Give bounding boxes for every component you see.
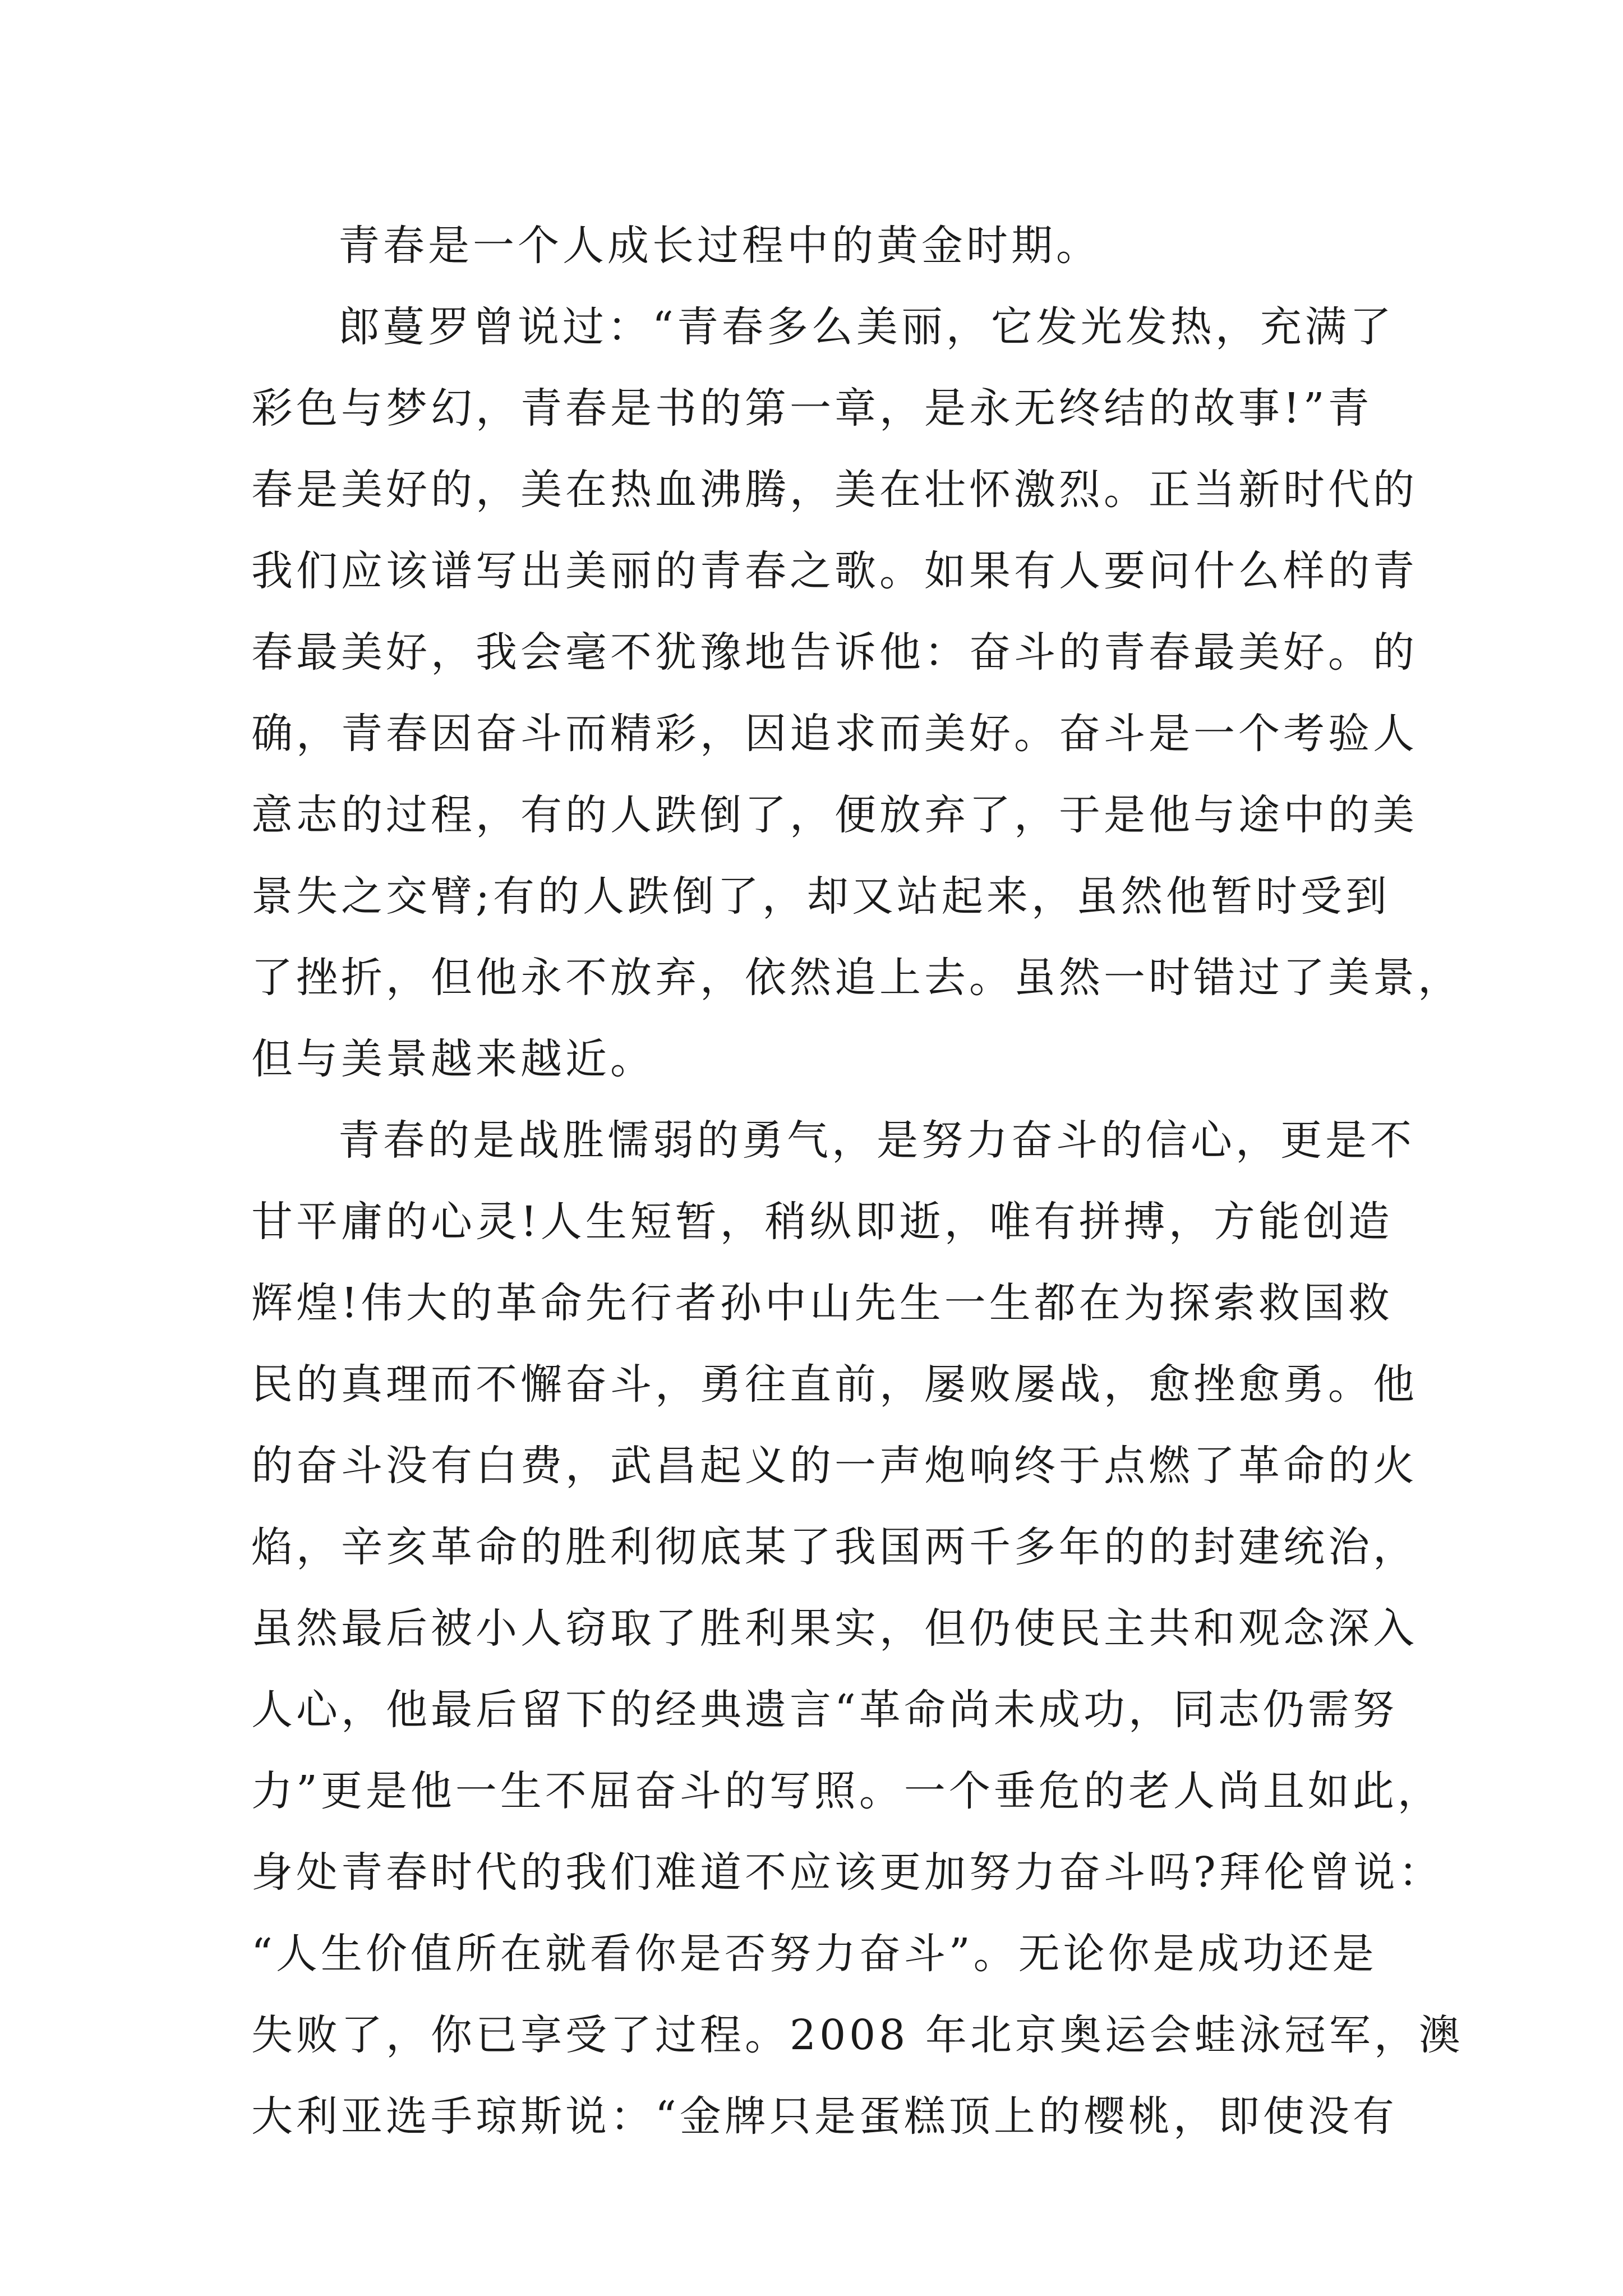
text-line: 力”更是他一生不屈奋斗的写照。一个垂危的老人尚且如此， — [251, 1767, 1442, 1815]
text-line: 彩色与梦幻，青春是书的第一章，是永无终结的故事!”青 — [251, 384, 1373, 432]
text-line: 确，青春因奋斗而精彩，因追求而美好。奋斗是一个考验人 — [251, 710, 1418, 758]
text-line: 的奋斗没有白费，武昌起义的一声炮响终于点燃了革命的火 — [251, 1442, 1418, 1490]
text-line: 辉煌!伟大的革命先行者孙中山先生一生都在为探索救国救 — [251, 1279, 1393, 1327]
text-line: 青春是一个人成长过程中的黄金时期。 — [338, 222, 1101, 270]
text-line: 人心，他最后留下的经典遗言“革命尚未成功，同志仍需努 — [251, 1686, 1398, 1734]
text-line: 焰，辛亥革命的胜利彻底某了我国两千多年的的封建统治， — [251, 1523, 1418, 1571]
text-line: 大利亚选手琼斯说：“金牌只是蛋糕顶上的樱桃，即使没有 — [251, 2092, 1398, 2141]
text-line: 意志的过程，有的人跌倒了，便放弃了，于是他与途中的美 — [251, 791, 1418, 839]
text-line: 身处青春时代的我们难道不应该更加努力奋斗吗?拜伦曾说： — [251, 1848, 1444, 1897]
text-line: 郎蔓罗曾说过：“青春多么美丽，它发光发热，充满了 — [338, 303, 1395, 351]
text-line: 春是美好的，美在热血沸腾，美在壮怀激烈。正当新时代的 — [251, 466, 1418, 514]
text-line: 但与美景越来越近。 — [251, 1035, 655, 1083]
text-line: 春最美好，我会毫不犹豫地告诉他：奋斗的青春最美好。的 — [251, 628, 1418, 677]
text-line: 甘平庸的心灵!人生短暂，稍纵即逝，唯有拼搏，方能创造 — [251, 1198, 1393, 1246]
text-line: 我们应该谱写出美丽的青春之歌。如果有人要问什么样的青 — [251, 547, 1418, 595]
text-line: 了挫折，但他永不放弃，依然追上去。虽然一时错过了美景， — [251, 954, 1463, 1002]
text-line: 民的真理而不懈奋斗，勇往直前，屡败屡战，愈挫愈勇。他 — [251, 1360, 1418, 1409]
text-line: 虽然最后被小人窃取了胜利果实，但仍使民主共和观念深入 — [251, 1604, 1418, 1653]
text-line: 失败了，你已享受了过程。2008 年北京奥运会蛙泳冠军，澳 — [251, 2011, 1464, 2059]
text-line: “人生价值所在就看你是否努力奋斗”。无论你是成功还是 — [251, 1930, 1377, 1978]
text-line: 青春的是战胜懦弱的勇气，是努力奋斗的信心，更是不 — [338, 1116, 1415, 1165]
text-line: 景失之交臂;有的人跌倒了，却又站起来，虽然他暂时受到 — [251, 872, 1390, 921]
body-text — [251, 205, 1464, 2157]
